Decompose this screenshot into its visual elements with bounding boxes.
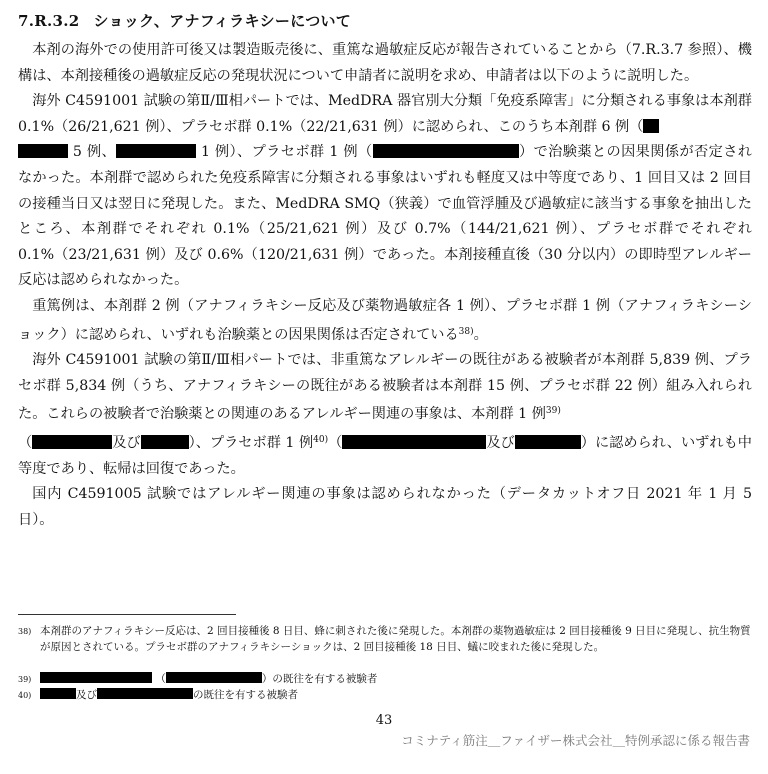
section-heading <box>18 10 351 31</box>
footnote-text: ）の既往を有する被験者 <box>261 673 378 685</box>
page-number: 43 <box>375 713 393 728</box>
p3-text: 重篤例は、本剤群 2 例（アナフィラキシー反応及び薬物過敏症各 1 例）、プラセボ群 1 例（アナフィラキシーショック）に認められ、いずれも治験薬との因果関係は否定されている <box>18 297 752 343</box>
footnote-ref-39: 39) <box>545 406 561 417</box>
footnote-mark: 40) <box>18 691 32 700</box>
redaction-block <box>116 144 196 158</box>
redaction-block <box>166 672 262 683</box>
redaction-block <box>373 144 519 158</box>
p2-text-d: ）で治験薬との因果関係が否定されなかった。本剤群で認められた免疫系障害に分類される事象はいずれも軽度又は中等度であり、1 回目又は 2 回目の接種当日又は翌日に発現した。また、MedDRA SMQ（狭義）で血管浮腫及び過敏症に該当する事象を抽出したところ、本剤群でそれぞれ 0.1%（25/21,621 例）及び 0.7%（144/21,621 例）、プラセボ群でそれぞれ 0.1%（23/21,631 例）及び 0.6%（120/21,631 例）であった。本剤接種直後（30 分以内）の即時型アレルギー反応は認められなかった。 <box>18 144 752 289</box>
redaction-block <box>141 435 189 449</box>
redaction-block <box>643 119 659 133</box>
redaction-block <box>515 435 581 449</box>
footnote-40 <box>18 688 752 704</box>
footnote-38 <box>18 624 752 655</box>
redaction-block <box>40 672 152 683</box>
page-footer: コミナティ筋注＿ファイザー株式会社＿特例承認に係る報告書 <box>401 733 750 748</box>
paragraph-4 <box>18 348 752 482</box>
p2-text-a: 海外 C4591001 試験の第Ⅱ/Ⅲ相パートでは、MedDRA 器官別大分類「免疫系障害」に分類される事象は本剤群 0.1%（26/21,621 例）、プラセボ群 0.1%（22/21,631 例）に認められ、このうち本剤群 6 例（ <box>18 93 752 135</box>
p4-text-e: （ <box>328 434 343 451</box>
footnote-text: 及び <box>76 689 97 701</box>
redaction-block <box>18 144 68 158</box>
paragraph-3 <box>18 294 752 348</box>
p2-text-c: 1 例）、プラセボ群 1 例（ <box>200 144 373 161</box>
section-title: ショック、アナフィラキシーについて <box>93 12 352 30</box>
p4-text-g: ）に認められ、いずれも中等度であり、転帰は回復であった。 <box>18 434 752 477</box>
redaction-block <box>97 688 193 699</box>
document-body <box>18 38 752 533</box>
footnote-mark: 39) <box>18 675 32 684</box>
footnote-text: 本剤群のアナフィラキシー反応は、2 回目接種後 8 日目、蜂に刺された後に発現した。本剤群の薬物過敏症は 2 回目接種後 9 日目に発現し、抗生物質が原因とされている。プラセボ群のアナフィラキシーショックは、2 回目接種後 18 日目、蟻に咬まれた後に発現した。 <box>40 625 751 653</box>
p4-text-f: 及び <box>486 434 515 451</box>
footnote-divider <box>18 614 236 615</box>
footnote-text: （ <box>155 673 166 685</box>
paragraph-5: 国内 C4591005 試験ではアレルギー関連の事象は認められなかった（データカットオフ日 2021 年 1 月 5 日）。 <box>18 486 752 528</box>
paragraph-1: 本剤の海外での使用許可後又は製造販売後に、重篤な過敏症反応が報告されていることから（7.R.3.7 参照）、機構は、本剤接種後の過敏症反応の発現状況について申請者に説明を求め、申請者は以下のように説明した。 <box>18 42 752 84</box>
p4-text-b: （ <box>18 434 33 451</box>
paragraph-2 <box>18 89 752 294</box>
footnote-39 <box>18 672 752 688</box>
footnote-text: の既往を有する被験者 <box>193 689 298 701</box>
p2-text-b: 5 例、 <box>72 144 117 161</box>
p4-text-a: 海外 C4591001 試験の第Ⅱ/Ⅲ相パートでは、非重篤なアレルギーの既往がある被験者が本剤群 5,839 例、プラセボ群 5,834 例（うち、アナフィラキシーの既往がある被験者は本剤群 15 例、プラセボ群 22 例）組み入れられた。これらの被験者で治験薬との関連のあるアレルギー関連の事象は、本剤群 1 例 <box>18 352 752 423</box>
p4-text-d: ）、プラセボ群 1 例 <box>188 434 314 451</box>
p3-end: 。 <box>473 326 488 343</box>
p4-text-c: 及び <box>112 434 141 451</box>
redaction-block <box>342 435 486 449</box>
redaction-block <box>32 435 112 449</box>
redaction-block <box>40 688 76 699</box>
section-number: 7.R.3.2 <box>18 12 80 30</box>
footnote-mark: 38) <box>18 627 32 636</box>
footnote-ref-38: 38) <box>458 326 474 337</box>
footnote-ref-40: 40) <box>313 434 329 445</box>
